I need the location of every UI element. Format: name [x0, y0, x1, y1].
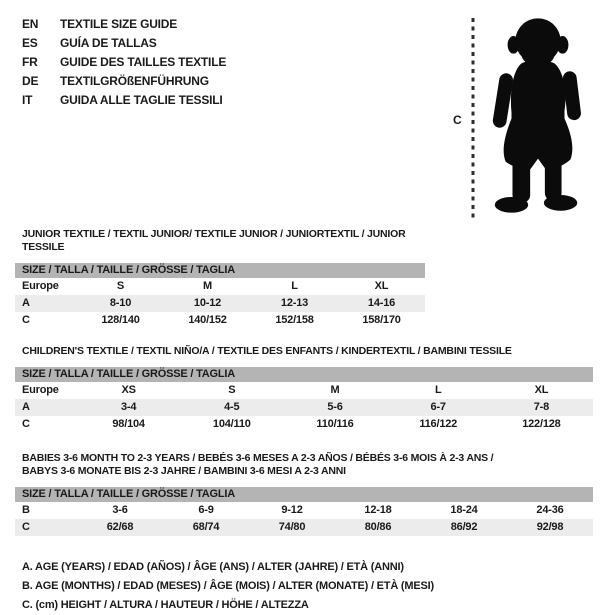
- footnote-age-months: B. AGE (MONTHS) / EDAD (MESES) / ÂGE (MOIS) / ALTER (MONATE) / ETÀ (MESI): [22, 580, 434, 592]
- table-row: [15, 399, 593, 416]
- table-cell: 80/86: [364, 521, 392, 533]
- table-cell: 152/158: [275, 314, 314, 326]
- header-area: [15, 12, 593, 220]
- language-code: DE: [22, 74, 39, 88]
- size-table-section: [15, 452, 593, 536]
- table-row: [15, 502, 593, 519]
- table-cell: 122/128: [522, 418, 561, 430]
- table-row: [15, 312, 425, 329]
- table-cell: 9-12: [281, 504, 303, 516]
- footnote-age-years: A. AGE (YEARS) / EDAD (AÑOS) / ÂGE (ANS) / ALTER (JAHRE) / ETÀ (ANNI): [22, 561, 404, 573]
- row-label: B: [22, 504, 30, 516]
- language-label: GUIDE DES TAILLES TEXTILE: [60, 55, 227, 69]
- language-row: [22, 91, 226, 110]
- table-cell: XL: [374, 280, 389, 292]
- table-cell: 5-6: [327, 401, 343, 413]
- table-cell: M: [203, 280, 212, 292]
- table-row: [15, 519, 593, 536]
- size-table-section: [15, 345, 593, 433]
- language-label: GUÍA DE TALLAS: [60, 36, 157, 50]
- table-row: [15, 416, 593, 433]
- table-cell: 110/116: [316, 418, 354, 430]
- table-cell: 3-4: [120, 401, 137, 413]
- height-dashed-line-icon: [471, 18, 475, 218]
- table-cell: 4-5: [224, 401, 240, 413]
- table-cell: 10-12: [193, 297, 222, 309]
- table-cell: 12-13: [280, 297, 309, 309]
- row-label: Europe: [22, 280, 59, 292]
- language-row: [22, 34, 226, 53]
- table-cell: S: [228, 384, 236, 396]
- table-cell: XS: [121, 384, 136, 396]
- table-cell: 92/98: [536, 521, 564, 533]
- table-cell: 6-9: [198, 504, 214, 516]
- footnote-height: C. (cm) HEIGHT / ALTURA / HAUTEUR / HÖHE / ALTEZZA: [22, 599, 309, 611]
- table-cell: S: [116, 280, 125, 292]
- language-row: [22, 15, 226, 34]
- language-code: EN: [22, 17, 39, 31]
- table-cell: 128/140: [101, 314, 140, 326]
- table-cell: 18-24: [450, 504, 478, 516]
- height-figure: [417, 12, 593, 218]
- size-header-bar: SIZE / TALLA / TAILLE / GRÖSSE / TAGLIA: [15, 263, 425, 278]
- table-title: CHILDREN'S TEXTILE / TEXTIL NIÑO/A / TEXTILE DES ENFANTS / KINDERTEXTIL / BAMBINI TESSILE: [22, 345, 512, 357]
- language-label: GUIDA ALLE TAGLIE TESSILI: [60, 93, 223, 107]
- language-row: [22, 53, 226, 72]
- language-label: TEXTILGRÖßENFÜHRUNG: [60, 74, 209, 88]
- table-cell: 62/68: [106, 521, 134, 533]
- table-row: [15, 382, 593, 399]
- table-cell: 14-16: [367, 297, 396, 309]
- language-code: FR: [22, 55, 38, 69]
- table-cell: L: [434, 384, 442, 396]
- baby-silhouette-icon: [485, 14, 591, 217]
- row-label: C: [22, 521, 30, 533]
- size-tables: [15, 228, 593, 536]
- table-cell: 158/170: [362, 314, 401, 326]
- table-cell: 6-7: [430, 401, 446, 413]
- table-cell: 12-18: [364, 504, 392, 516]
- table-cell: 116/122: [419, 418, 458, 430]
- language-list: [15, 12, 226, 220]
- table-cell: 3-6: [112, 504, 128, 516]
- language-row: [22, 72, 226, 91]
- table-cell: 7-8: [533, 401, 550, 413]
- row-label: A: [22, 401, 30, 413]
- table-cell: 140/152: [188, 314, 227, 326]
- table-cell: 98/104: [112, 418, 145, 430]
- table-row: [15, 295, 425, 312]
- legend-footnotes: [15, 558, 593, 615]
- table-cell: 24-36: [536, 504, 564, 516]
- table-cell: 86/92: [450, 521, 478, 533]
- table-cell: 74/80: [278, 521, 306, 533]
- language-code: IT: [22, 93, 33, 107]
- table-row: [15, 278, 425, 295]
- table-cell: 104/110: [212, 418, 251, 430]
- size-header-bar: SIZE / TALLA / TAILLE / GRÖSSE / TAGLIA: [15, 487, 593, 502]
- table-cell: 68/74: [192, 521, 220, 533]
- row-label: Europe: [22, 384, 59, 396]
- row-label: C: [22, 418, 30, 430]
- language-label: TEXTILE SIZE GUIDE: [60, 17, 178, 31]
- height-measure-label: C: [453, 113, 462, 127]
- table-title: BABIES 3-6 MONTH TO 2-3 YEARS / BEBÉS 3-6 MESES A 2-3 AÑOS / BÉBÉS 3-6 MOIS À 2-3 ANS / BABYS 3-6 MONATE BIS 2-3 JAHRE / BAMBINI 3-6 MESI A 2-3 ANNI: [22, 452, 494, 477]
- size-table-section: [15, 228, 425, 329]
- table-cell: M: [330, 384, 340, 396]
- table-title: JUNIOR TEXTILE / TEXTIL JUNIOR/ TEXTILE JUNIOR / JUNIORTEXTIL / JUNIOR TESSILE: [22, 228, 406, 253]
- row-label: A: [22, 297, 30, 309]
- table-cell: XL: [534, 384, 549, 396]
- table-cell: L: [291, 280, 298, 292]
- size-header-bar: SIZE / TALLA / TAILLE / GRÖSSE / TAGLIA: [15, 367, 593, 382]
- row-label: C: [22, 314, 30, 326]
- language-code: ES: [22, 36, 38, 50]
- table-cell: 8-10: [109, 297, 132, 309]
